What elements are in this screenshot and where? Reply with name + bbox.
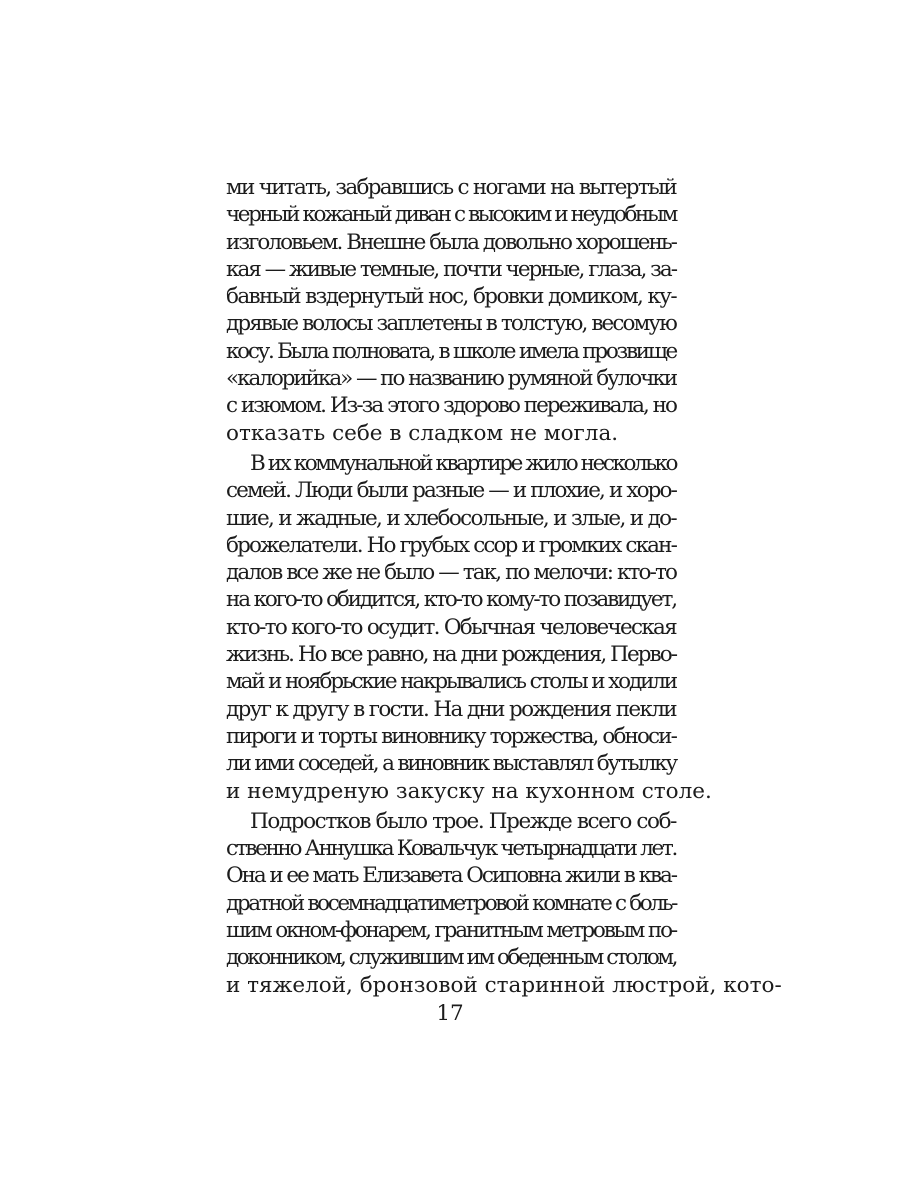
text-line: и тяжелой, бронзовой старинной люстрой, кото- <box>226 972 782 998</box>
text-line: кто-то кого-то осудит. Обычная человеческая <box>226 614 676 640</box>
text-line: друг к другу в гости. На дни рождения пекли <box>226 696 676 722</box>
text-line: ми читать, забравшись с ногами на вытертый <box>226 175 676 200</box>
text-line: кая — живые темные, почти черные, глаза, за- <box>226 256 676 282</box>
text-line: шим окном-фонарем, гранитным метровым по- <box>226 918 676 944</box>
text-line: на кого-то обидится, кто-то кому-то позавидует, <box>226 587 676 613</box>
text-line: и немудреную закуску на кухонном столе. <box>226 778 712 804</box>
text-line: брожелатели. Но грубых ссор и громких скан- <box>226 532 676 558</box>
text-line: ственно Аннушка Ковальчук четырнадцати лет. <box>226 836 676 862</box>
text-line: ли ими соседей, а виновник выставлял бутылку <box>226 751 676 777</box>
page-number: 17 <box>436 1001 464 1026</box>
text-line: доконником, служившим им обеденным столом, <box>226 945 677 971</box>
text-line: «калорийка» — по названию румяной булочки <box>226 366 676 392</box>
text-line: черный кожаный диван с высоким и неудобным <box>226 202 676 228</box>
body-text <box>226 174 782 999</box>
text-line: с изюмом. Из-за этого здорово переживала, но <box>226 393 676 419</box>
text-line: косу. Была полновата, в школе имела прозвище <box>226 338 676 364</box>
text-line: шие, и жадные, и хлебосольные, и злые, и до- <box>226 505 676 531</box>
text-line: далов все же не было — так, по мелочи: кто-то <box>226 560 676 586</box>
paragraph-start-line: Подростков было трое. Прежде всего соб- <box>250 808 676 834</box>
text-line: изголовьем. Внешне была довольно хорошень- <box>226 229 676 255</box>
paragraph-start-line: В их коммунальной квартире жило несколько <box>250 450 676 476</box>
text-line: дратной восемнадцатиметровой комнате с боль- <box>226 890 676 916</box>
text-line: май и ноябрьские накрывались столы и ходили <box>226 669 676 695</box>
text-line: жизнь. Но все равно, на дни рождения, Перво- <box>226 642 676 668</box>
text-line: пироги и торты виновнику торжества, обноси- <box>226 723 676 749</box>
text-line: отказать себе в сладком не могла. <box>226 420 619 446</box>
text-line: бавный вздернутый нос, бровки домиком, ку- <box>226 284 676 310</box>
text-line: семей. Люди были разные — и плохие, и хоро- <box>226 478 676 504</box>
text-line: Она и ее мать Елизавета Осиповна жили в ква- <box>226 863 676 889</box>
text-line: дрявые волосы заплетены в толстую, весомую <box>226 311 677 337</box>
